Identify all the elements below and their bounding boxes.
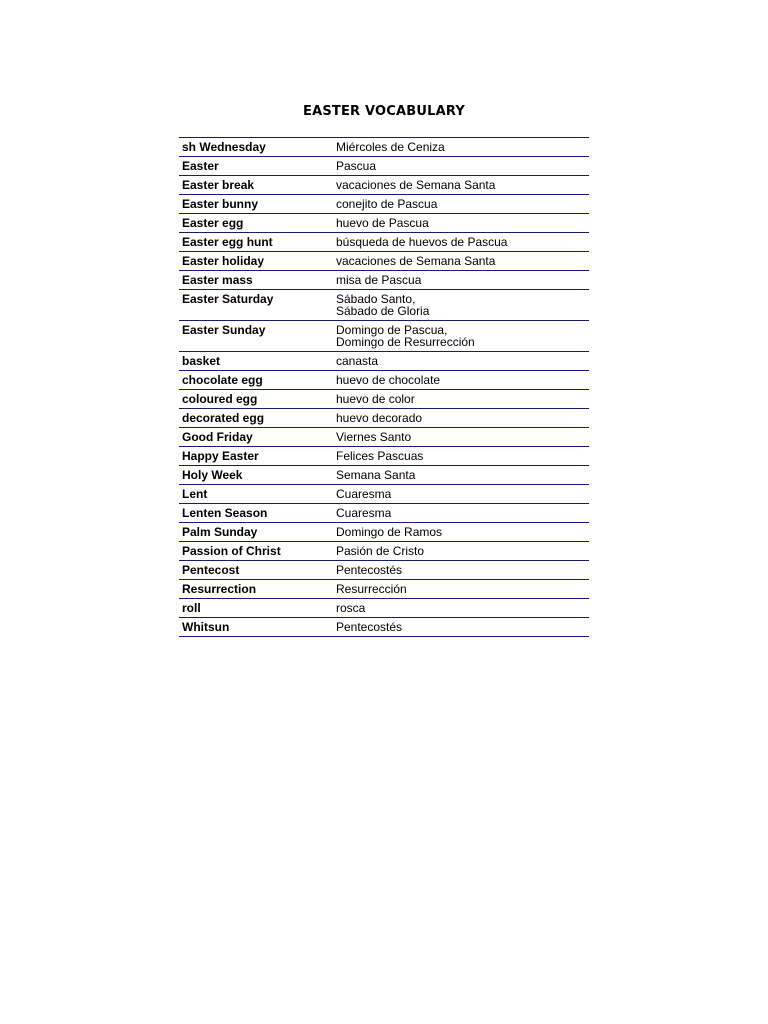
spanish-translation — [331, 561, 589, 580]
page-title: EASTER VOCABULARY — [303, 104, 465, 119]
translation-line: Pasión de Cristo — [336, 544, 425, 558]
english-term: Lent — [179, 485, 331, 504]
spanish-translation — [331, 447, 589, 466]
translation-line: huevo decorado — [336, 411, 423, 425]
translation-line: búsqueda de huevos de Pascua — [336, 235, 508, 249]
spanish-translation — [331, 271, 589, 290]
translation-line: Domingo de Resurrección — [336, 335, 475, 349]
translation-line: Semana Santa — [336, 468, 416, 482]
translation-line: Cuaresma — [336, 506, 392, 520]
english-term: Easter Sunday — [179, 321, 331, 352]
spanish-translation — [331, 428, 589, 447]
spanish-translation — [331, 195, 589, 214]
table-row — [179, 390, 589, 409]
english-term: Easter break — [179, 176, 331, 195]
table-row — [179, 371, 589, 390]
english-term: Lenten Season — [179, 504, 331, 523]
table-row — [179, 138, 589, 157]
english-term: Good Friday — [179, 428, 331, 447]
table-row — [179, 542, 589, 561]
translation-line: Pascua — [336, 159, 377, 173]
table-row — [179, 485, 589, 504]
english-term: Easter mass — [179, 271, 331, 290]
translation-line: Pentecostés — [336, 620, 403, 634]
spanish-translation — [331, 580, 589, 599]
spanish-translation — [331, 618, 589, 637]
english-term: Resurrection — [179, 580, 331, 599]
spanish-translation — [331, 371, 589, 390]
english-term: Whitsun — [179, 618, 331, 637]
table-row — [179, 290, 589, 321]
translation-line: Pentecostés — [336, 563, 403, 577]
spanish-translation — [331, 290, 589, 321]
spanish-translation — [331, 523, 589, 542]
translation-line: Resurrección — [336, 582, 407, 596]
table-row — [179, 447, 589, 466]
spanish-translation — [331, 504, 589, 523]
spanish-translation — [331, 214, 589, 233]
table-row — [179, 352, 589, 371]
table-row — [179, 321, 589, 352]
english-term: roll — [179, 599, 331, 618]
table-row — [179, 580, 589, 599]
table-row — [179, 409, 589, 428]
translation-line: huevo de Pascua — [336, 216, 429, 230]
translation-line: Felices Pascuas — [336, 449, 424, 463]
spanish-translation — [331, 138, 589, 157]
spanish-translation — [331, 542, 589, 561]
spanish-translation — [331, 157, 589, 176]
translation-line: Cuaresma — [336, 487, 392, 501]
english-term: Easter — [179, 157, 331, 176]
translation-line: Domingo de Ramos — [336, 525, 443, 539]
table-row — [179, 195, 589, 214]
english-term: coloured egg — [179, 390, 331, 409]
translation-line: vacaciones de Semana Santa — [336, 178, 496, 192]
translation-line: misa de Pascua — [336, 273, 422, 287]
english-term: sh Wednesday — [179, 138, 331, 157]
spanish-translation — [331, 390, 589, 409]
table-row — [179, 157, 589, 176]
english-term: chocolate egg — [179, 371, 331, 390]
translation-line: Sábado Santo, — [336, 292, 416, 306]
table-row — [179, 466, 589, 485]
table-row — [179, 428, 589, 447]
table-row — [179, 233, 589, 252]
spanish-translation — [331, 352, 589, 371]
english-term: Pentecost — [179, 561, 331, 580]
translation-line: Viernes Santo — [336, 430, 412, 444]
spanish-translation — [331, 252, 589, 271]
translation-line: vacaciones de Semana Santa — [336, 254, 496, 268]
english-term: Easter bunny — [179, 195, 331, 214]
english-term: Easter Saturday — [179, 290, 331, 321]
english-term: basket — [179, 352, 331, 371]
spanish-translation — [331, 176, 589, 195]
table-row — [179, 504, 589, 523]
spanish-translation — [331, 466, 589, 485]
spanish-translation — [331, 409, 589, 428]
table-row — [179, 523, 589, 542]
english-term: Happy Easter — [179, 447, 331, 466]
translation-line: Sábado de Gloria — [336, 304, 430, 318]
english-term: Passion of Christ — [179, 542, 331, 561]
spanish-translation — [331, 321, 589, 352]
english-term: Palm Sunday — [179, 523, 331, 542]
translation-line: Domingo de Pascua, — [336, 323, 448, 337]
vocabulary-table — [179, 137, 589, 637]
table-row — [179, 618, 589, 637]
table-row — [179, 599, 589, 618]
english-term: Easter holiday — [179, 252, 331, 271]
table-row — [179, 271, 589, 290]
table-row — [179, 561, 589, 580]
translation-line: huevo de color — [336, 392, 415, 406]
spanish-translation — [331, 485, 589, 504]
spanish-translation — [331, 599, 589, 618]
english-term: Easter egg hunt — [179, 233, 331, 252]
english-term: decorated egg — [179, 409, 331, 428]
spanish-translation — [331, 233, 589, 252]
table-row — [179, 214, 589, 233]
vocabulary-table-body — [179, 138, 589, 637]
english-term: Easter egg — [179, 214, 331, 233]
translation-line: Miércoles de Ceniza — [336, 140, 445, 154]
table-row — [179, 252, 589, 271]
english-term: Holy Week — [179, 466, 331, 485]
table-row — [179, 176, 589, 195]
translation-line: canasta — [336, 354, 379, 368]
translation-line: conejito de Pascua — [336, 197, 438, 211]
translation-line: rosca — [336, 601, 366, 615]
translation-line: huevo de chocolate — [336, 373, 441, 387]
